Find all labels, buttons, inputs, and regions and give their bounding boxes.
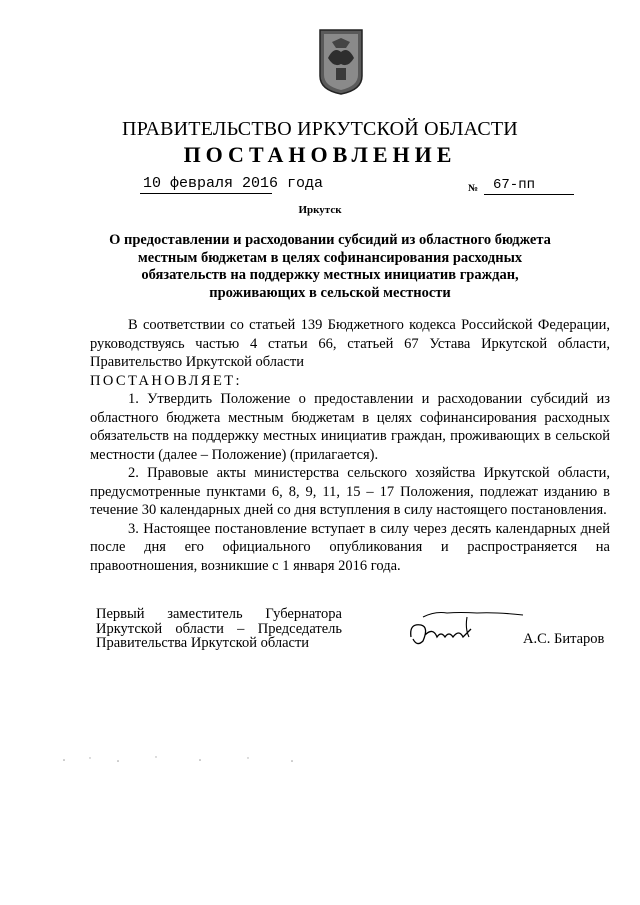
coat-of-arms-emblem <box>318 28 364 96</box>
number-label: № <box>468 183 479 194</box>
signatory-title-line-3: Правительства Иркутской области <box>96 635 310 651</box>
handwritten-signature <box>405 603 525 651</box>
document-body <box>90 316 610 575</box>
scan-specks <box>60 748 320 768</box>
signatory-title-line-2: Иркутской области – Председатель <box>96 620 342 637</box>
signatory-title <box>96 607 342 651</box>
signatory-name: А.С. Битаров <box>523 631 605 647</box>
date-underline <box>140 193 272 194</box>
city: Иркутск <box>298 204 342 216</box>
decree-word: ПОСТАНОВЛЯЕТ: <box>90 372 242 389</box>
item-1-paragraph: 1. Утвердить Положение о предоставлении и расходовании субсидий из областного бюджета местным бюджетам в целях софинансирования расходных обязательств на поддержку местных инициатив граждан, проживающих в сельской местности (далее – Положение) (прилагается). <box>90 391 610 463</box>
number-underline <box>484 194 574 195</box>
item-2-paragraph: 2. Правовые акты министерства сельского хозяйства Иркутской области, предусмотренные пунктами 6, 8, 9, 11, 15 – 17 Положения, подлежат изданию в течение 30 календарных дней со дня вступления в силу настоящего постановления. <box>90 465 610 518</box>
item-3-paragraph: 3. Настоящее постановление вступает в силу через десять календарных дней после дня его официального опубликования и распространяется на правоотношения, возникшие с 1 января 2016 года. <box>90 520 610 574</box>
document-heading: О предоставлении и расходовании субсидий из областного бюджета местным бюджетам в целях софинансирования расходных обязательств на поддержку местных инициатив граждан, проживающих в сельской местности <box>109 232 551 301</box>
document-date: 10 февраля 2016 года <box>143 175 324 192</box>
organization-name: ПРАВИТЕЛЬСТВО ИРКУТСКОЙ ОБЛАСТИ <box>122 118 518 140</box>
document-number: 67-пп <box>493 177 536 193</box>
document-type: ПОСТАНОВЛЕНИЕ <box>183 142 457 167</box>
preamble-paragraph: В соответствии со статьей 139 Бюджетного кодекса Российской Федерации, руководствуясь частью 4 статьи 66, статьей 67 Устава Иркутской области, Правительство Иркутской области <box>90 317 610 370</box>
signatory-title-line-1: Первый заместитель Губернатора <box>96 606 342 622</box>
